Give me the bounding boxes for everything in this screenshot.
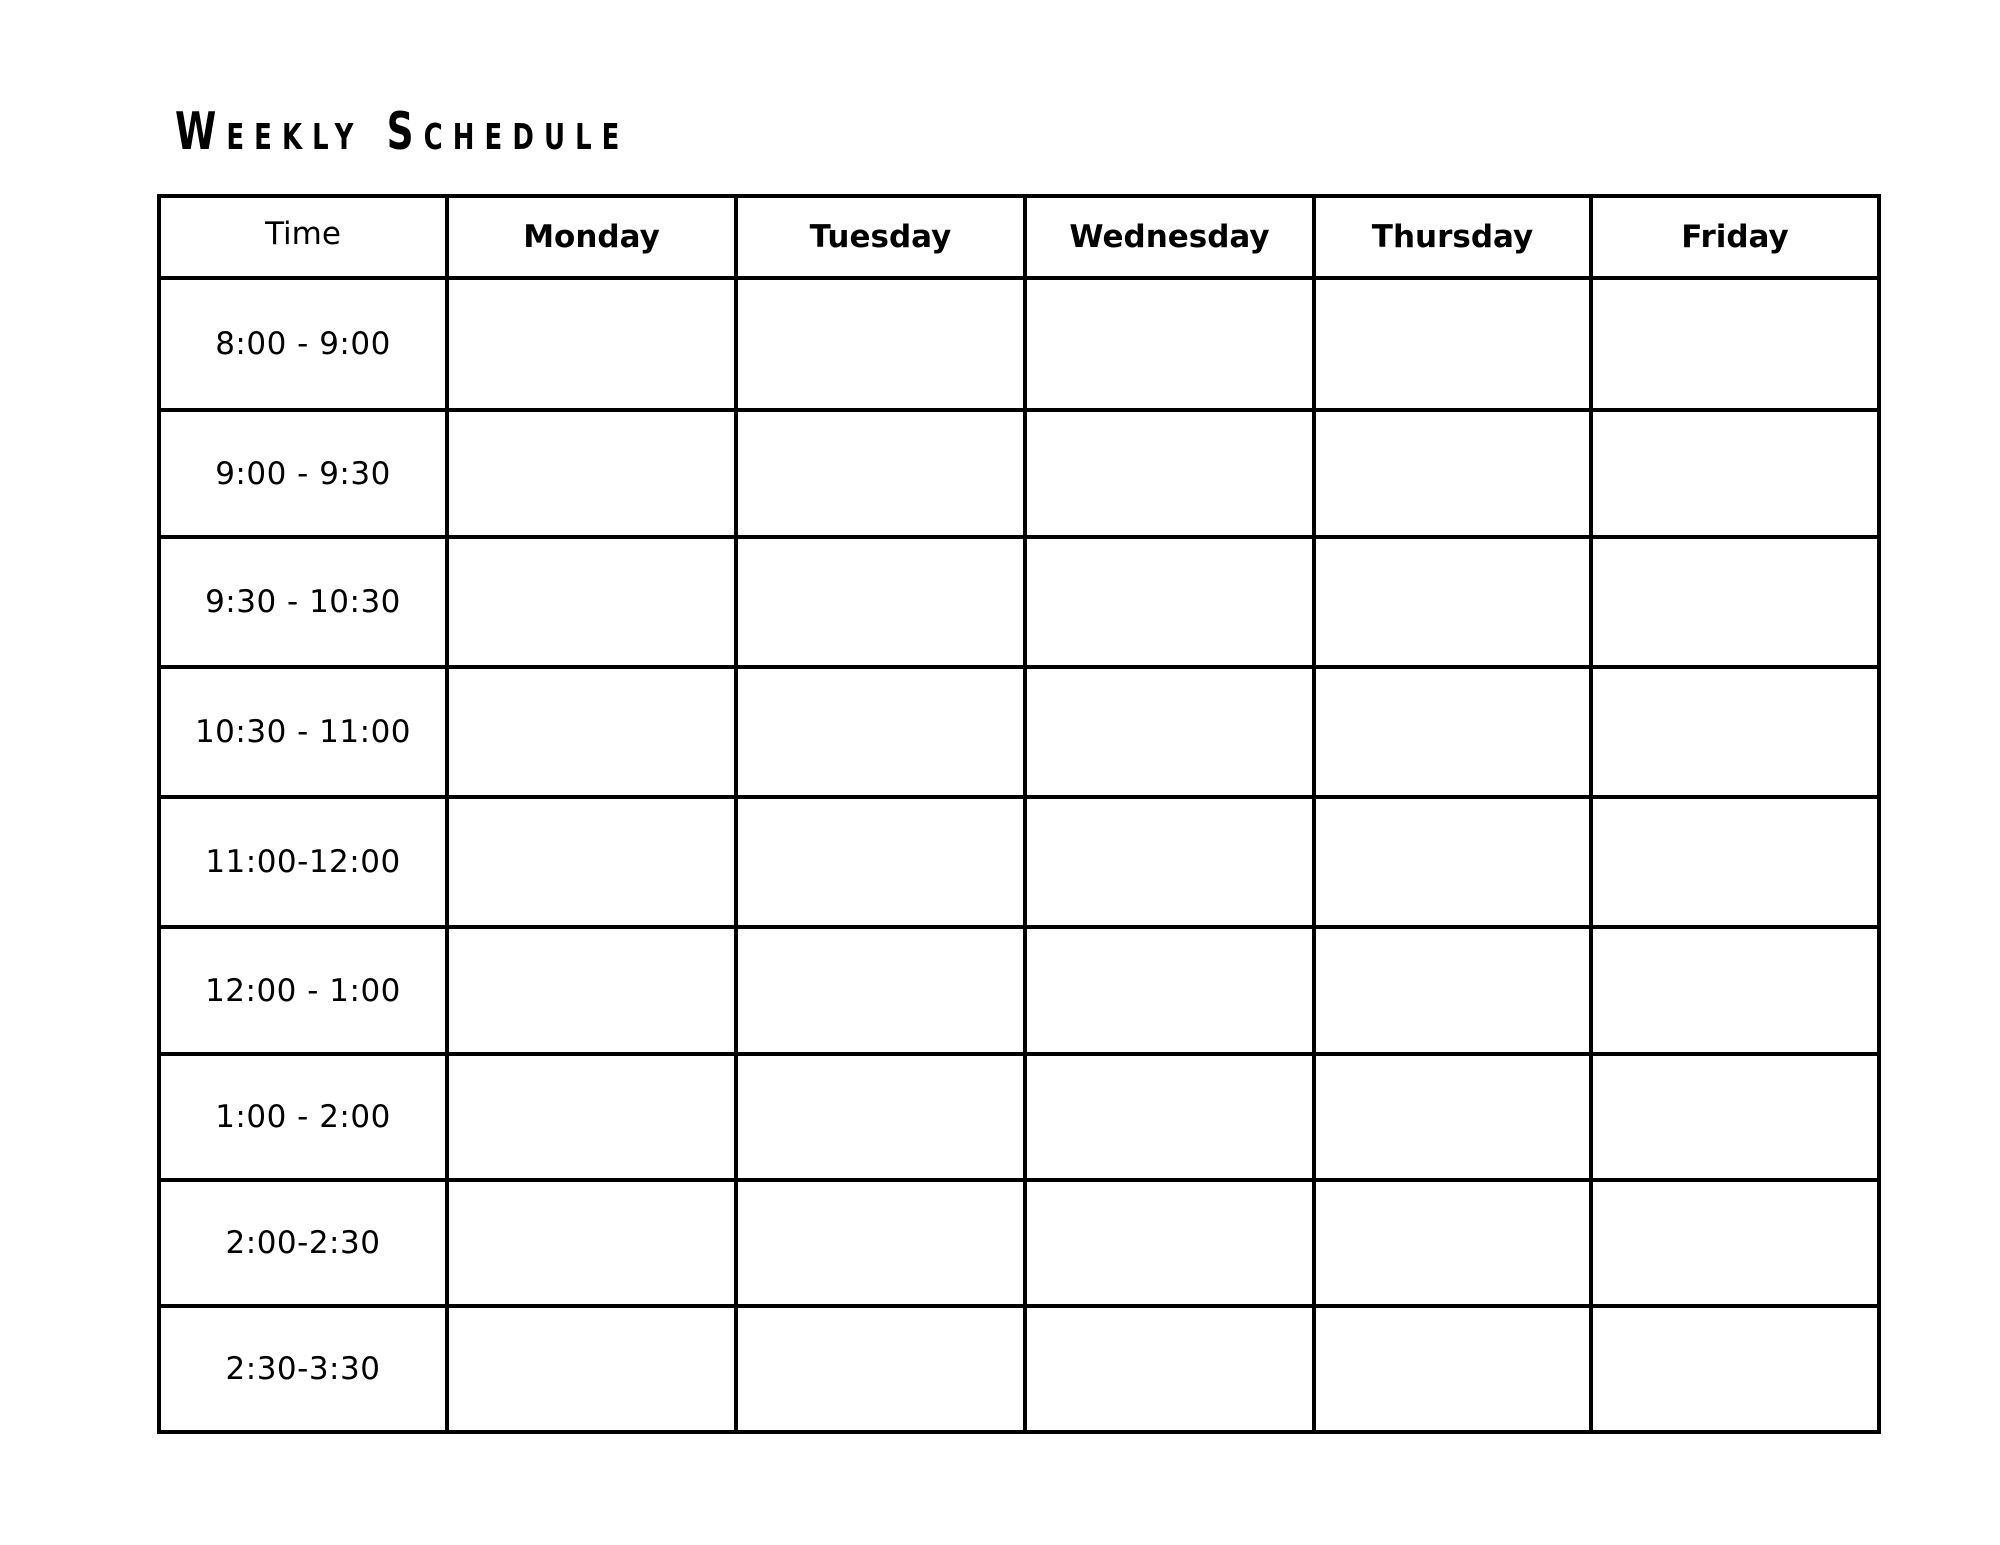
time-slot-cell: 11:00-12:00 — [159, 797, 447, 927]
schedule-cell-tuesday — [736, 927, 1025, 1054]
schedule-cell-friday — [1591, 537, 1879, 667]
time-slot-cell: 1:00 - 2:00 — [159, 1054, 447, 1180]
schedule-cell-thursday — [1314, 278, 1591, 410]
schedule-cell-monday — [447, 1180, 736, 1306]
schedule-cell-monday — [447, 1054, 736, 1180]
time-slot-cell: 10:30 - 11:00 — [159, 667, 447, 797]
schedule-cell-thursday — [1314, 1180, 1591, 1306]
schedule-cell-friday — [1591, 667, 1879, 797]
schedule-cell-friday — [1591, 1054, 1879, 1180]
schedule-cell-monday — [447, 797, 736, 927]
schedule-cell-wednesday — [1025, 797, 1314, 927]
schedule-cell-thursday — [1314, 797, 1591, 927]
weekly-schedule-table — [157, 194, 1881, 1434]
schedule-cell-tuesday — [736, 1054, 1025, 1180]
schedule-row — [159, 1180, 1879, 1306]
schedule-cell-friday — [1591, 410, 1879, 537]
page-title: Weekly Schedule — [175, 102, 630, 162]
day-header-thursday: Thursday — [1314, 196, 1591, 278]
time-slot-cell: 9:30 - 10:30 — [159, 537, 447, 667]
schedule-cell-friday — [1591, 1180, 1879, 1306]
time-slot-cell: 8:00 - 9:00 — [159, 278, 447, 410]
schedule-cell-monday — [447, 278, 736, 410]
schedule-cell-wednesday — [1025, 278, 1314, 410]
schedule-cell-tuesday — [736, 797, 1025, 927]
day-header-monday: Monday — [447, 196, 736, 278]
schedule-cell-wednesday — [1025, 927, 1314, 1054]
schedule-cell-monday — [447, 410, 736, 537]
schedule-cell-tuesday — [736, 537, 1025, 667]
day-header-wednesday: Wednesday — [1025, 196, 1314, 278]
schedule-cell-tuesday — [736, 1306, 1025, 1432]
time-slot-cell: 12:00 - 1:00 — [159, 927, 447, 1054]
schedule-cell-thursday — [1314, 1054, 1591, 1180]
schedule-cell-monday — [447, 537, 736, 667]
schedule-cell-wednesday — [1025, 1306, 1314, 1432]
schedule-cell-tuesday — [736, 410, 1025, 537]
time-slot-cell: 9:00 - 9:30 — [159, 410, 447, 537]
schedule-cell-tuesday — [736, 667, 1025, 797]
schedule-cell-monday — [447, 1306, 736, 1432]
schedule-cell-tuesday — [736, 1180, 1025, 1306]
schedule-cell-wednesday — [1025, 667, 1314, 797]
time-slot-cell: 2:30-3:30 — [159, 1306, 447, 1432]
schedule-row — [159, 667, 1879, 797]
schedule-cell-friday — [1591, 797, 1879, 927]
schedule-cell-friday — [1591, 927, 1879, 1054]
schedule-cell-thursday — [1314, 667, 1591, 797]
schedule-row — [159, 537, 1879, 667]
schedule-row — [159, 278, 1879, 410]
schedule-row — [159, 797, 1879, 927]
schedule-row — [159, 927, 1879, 1054]
schedule-cell-wednesday — [1025, 1180, 1314, 1306]
schedule-cell-thursday — [1314, 410, 1591, 537]
time-slot-cell: 2:00-2:30 — [159, 1180, 447, 1306]
header-row — [159, 196, 1879, 278]
schedule-cell-friday — [1591, 278, 1879, 410]
schedule-cell-monday — [447, 667, 736, 797]
schedule-cell-thursday — [1314, 1306, 1591, 1432]
schedule-cell-thursday — [1314, 927, 1591, 1054]
schedule-row — [159, 410, 1879, 537]
day-header-friday: Friday — [1591, 196, 1879, 278]
schedule-cell-friday — [1591, 1306, 1879, 1432]
schedule-cell-wednesday — [1025, 1054, 1314, 1180]
day-header-tuesday: Tuesday — [736, 196, 1025, 278]
schedule-cell-wednesday — [1025, 410, 1314, 537]
schedule-cell-monday — [447, 927, 736, 1054]
schedule-cell-thursday — [1314, 537, 1591, 667]
schedule-cell-wednesday — [1025, 537, 1314, 667]
schedule-row — [159, 1306, 1879, 1432]
schedule-cell-tuesday — [736, 278, 1025, 410]
schedule-row — [159, 1054, 1879, 1180]
time-column-header: Time — [159, 196, 447, 278]
